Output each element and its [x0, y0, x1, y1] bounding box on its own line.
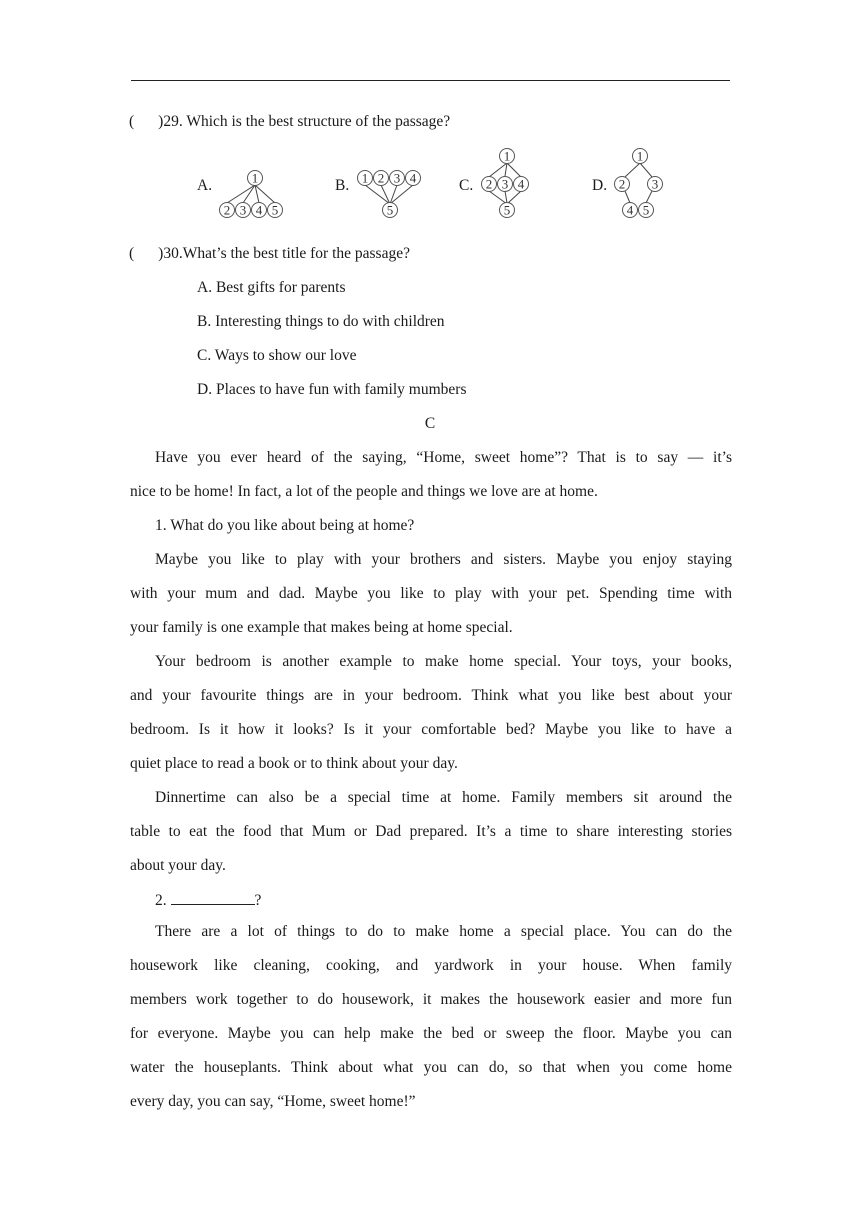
subheading-question-mark: ?: [254, 892, 262, 909]
svg-text:5: 5: [642, 202, 650, 218]
svg-text:5: 5: [386, 202, 394, 218]
question-29: [129, 112, 450, 132]
option-b-diagram[interactable]: [335, 171, 421, 218]
answer-paren-close: ): [158, 113, 164, 130]
passage-line: water the houseplants. Think about what you can do, so that when you come home: [130, 1059, 732, 1076]
passage-line: nice to be home! In fact, a lot of the people and things we love are at home.: [130, 483, 598, 500]
svg-text:4: 4: [626, 202, 634, 218]
option-a-label: A.: [197, 177, 213, 194]
q30-option-d[interactable]: D. Places to have fun with family mumbers: [197, 381, 467, 398]
question-text: 29. Which is the best structure of the passage?: [163, 113, 451, 130]
passage-line: table to eat the food that Mum or Dad prepared. It’s a time to share interesting stories: [130, 823, 732, 840]
option-d-label: D.: [592, 177, 608, 194]
section-heading: C: [424, 415, 436, 432]
svg-text:4: 4: [255, 202, 263, 218]
passage-line: members work together to do housework, it makes the housework easier and more fun: [130, 991, 732, 1008]
structure-diagrams: [0, 144, 860, 224]
top-rule: [131, 80, 730, 81]
passage-line: for everyone. Maybe you can help make the bed or sweep the floor. Maybe you can: [130, 1025, 732, 1042]
passage-line: about your day.: [130, 857, 226, 874]
svg-text:4: 4: [517, 176, 525, 192]
svg-text:2: 2: [618, 176, 626, 192]
svg-text:2: 2: [377, 170, 385, 186]
passage-line: every day, you can say, “Home, sweet home!”: [130, 1093, 416, 1110]
option-a-diagram[interactable]: [197, 171, 283, 218]
svg-text:3: 3: [393, 170, 401, 186]
svg-text:3: 3: [501, 176, 509, 192]
svg-text:2: 2: [485, 176, 493, 192]
option-c-diagram[interactable]: [459, 149, 529, 218]
option-d-diagram[interactable]: [592, 149, 663, 218]
answer-paren-open: (: [129, 245, 135, 262]
svg-text:3: 3: [651, 176, 659, 192]
svg-text:1: 1: [503, 148, 511, 164]
q30-option-b[interactable]: B. Interesting things to do with children: [197, 313, 445, 330]
svg-text:1: 1: [361, 170, 369, 186]
q30-option-c[interactable]: C. Ways to show our love: [197, 347, 357, 364]
svg-text:1: 1: [636, 148, 644, 164]
subheading-2: [155, 890, 261, 911]
passage-line: There are a lot of things to do to make home a special place. You can do the: [155, 923, 732, 940]
passage-line: Dinnertime can also be a special time at home. Family members sit around the: [155, 789, 732, 806]
q30-option-a[interactable]: A. Best gifts for parents: [197, 279, 346, 296]
passage-line: Have you ever heard of the saying, “Home, sweet home”? That is to say — it’s: [155, 449, 732, 466]
subheading-1: 1. What do you like about being at home?: [155, 517, 415, 534]
passage-line: and your favourite things are in your bedroom. Think what you like best about your: [130, 687, 732, 704]
passage-line: Maybe you like to play with your brothers and sisters. Maybe you enjoy staying: [155, 551, 732, 568]
passage-line: bedroom. Is it how it looks? Is it your comfortable bed? Maybe you like to have a: [130, 721, 732, 738]
question-30: [129, 244, 410, 264]
answer-paren-close: ): [158, 245, 164, 262]
svg-text:2: 2: [223, 202, 231, 218]
svg-text:5: 5: [503, 202, 511, 218]
passage-line: with your mum and dad. Maybe you like to play with your pet. Spending time with: [130, 585, 732, 602]
passage-line: housework like cleaning, cooking, and yardwork in your house. When family: [130, 957, 732, 974]
passage-line: quiet place to read a book or to think about your day.: [130, 755, 458, 772]
fill-in-blank[interactable]: [171, 890, 255, 905]
svg-text:3: 3: [239, 202, 247, 218]
passage-line: Your bedroom is another example to make home special. Your toys, your books,: [155, 653, 732, 670]
svg-text:5: 5: [271, 202, 279, 218]
svg-text:4: 4: [409, 170, 417, 186]
svg-text:1: 1: [251, 170, 259, 186]
answer-paren-open: (: [129, 113, 135, 130]
option-b-label: B.: [335, 177, 350, 194]
passage-line: your family is one example that makes being at home special.: [130, 619, 513, 636]
question-text: 30.What’s the best title for the passage?: [163, 245, 410, 262]
option-c-label: C.: [459, 177, 474, 194]
subheading-number: 2.: [155, 892, 167, 909]
